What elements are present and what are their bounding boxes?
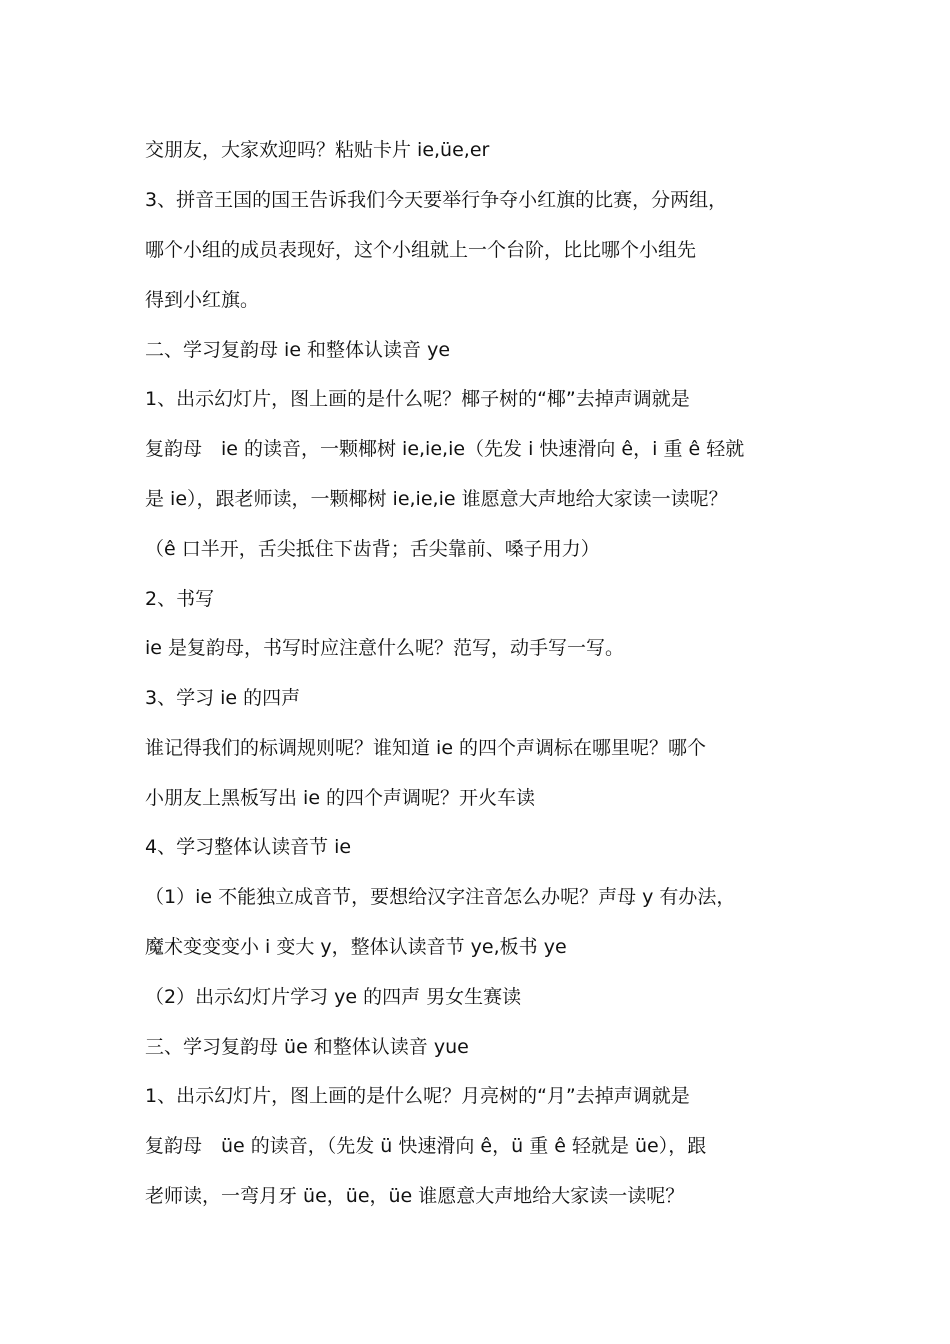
text-line: 得到小红旗。 — [145, 289, 260, 311]
text-line: 哪个小组的成员表现好，这个小组就上一个台阶，比比哪个小组先 — [145, 239, 697, 261]
text-line: 老师读，一弯月牙 üe，üe，üe 谁愿意大声地给大家读一读呢？ — [145, 1185, 685, 1207]
text-line: 复韵母 üe 的读音，（先发 ü 快速滑向 ê，ü 重 ê 轻就是 üe），跟 — [145, 1135, 707, 1157]
text-line: 魔术变变变小 i 变大 y，整体认读音节 ye,板书 ye — [145, 936, 567, 958]
text-line: 谁记得我们的标调规则呢？谁知道 ie 的四个声调标在哪里呢？哪个 — [145, 737, 707, 759]
text-line: 1、出示幻灯片，图上画的是什么呢？椰子树的“椰”去掉声调就是 — [145, 388, 690, 410]
section-heading: 二、学习复韵母 ie 和整体认读音 ye — [145, 339, 451, 361]
section-heading: 三、学习复韵母 üe 和整体认读音 yue — [145, 1036, 469, 1058]
subheading: 3、学习 ie 的四声 — [145, 687, 301, 709]
text-line: 小朋友上黑板写出 ie 的四个声调呢？开火车读 — [145, 787, 536, 809]
text-line: 3、拼音王国的国王告诉我们今天要举行争夺小红旗的比赛，分两组， — [145, 189, 728, 211]
text-line: 1、出示幻灯片，图上画的是什么呢？月亮树的“月”去掉声调就是 — [145, 1085, 690, 1107]
text-line: （1）ie 不能独立成音节，要想给汉字注音怎么办呢？声母 y 有办法， — [145, 886, 736, 908]
text-line: ie 是复韵母，书写时应注意什么呢？范写，动手写一写。 — [145, 637, 625, 659]
subheading: 2、书写 — [145, 588, 215, 610]
subheading: 4、学习整体认读音节 ie — [145, 836, 352, 858]
text-line: （2）出示幻灯片学习 ye 的四声 男女生赛读 — [145, 986, 522, 1008]
text-line: 是 ie），跟老师读，一颗椰树 ie,ie,ie 谁愿意大声地给大家读一读呢？ — [145, 488, 728, 510]
text-line: 复韵母 ie 的读音，一颗椰树 ie,ie,ie（先发 i 快速滑向 ê，i 重 ê 轻就 — [145, 438, 745, 460]
text-line: 交朋友，大家欢迎吗？粘贴卡片 ie,üe,er — [145, 139, 490, 161]
text-line: （ê 口半开，舌尖抵住下齿背；舌尖靠前、嗓子用力） — [145, 538, 600, 560]
